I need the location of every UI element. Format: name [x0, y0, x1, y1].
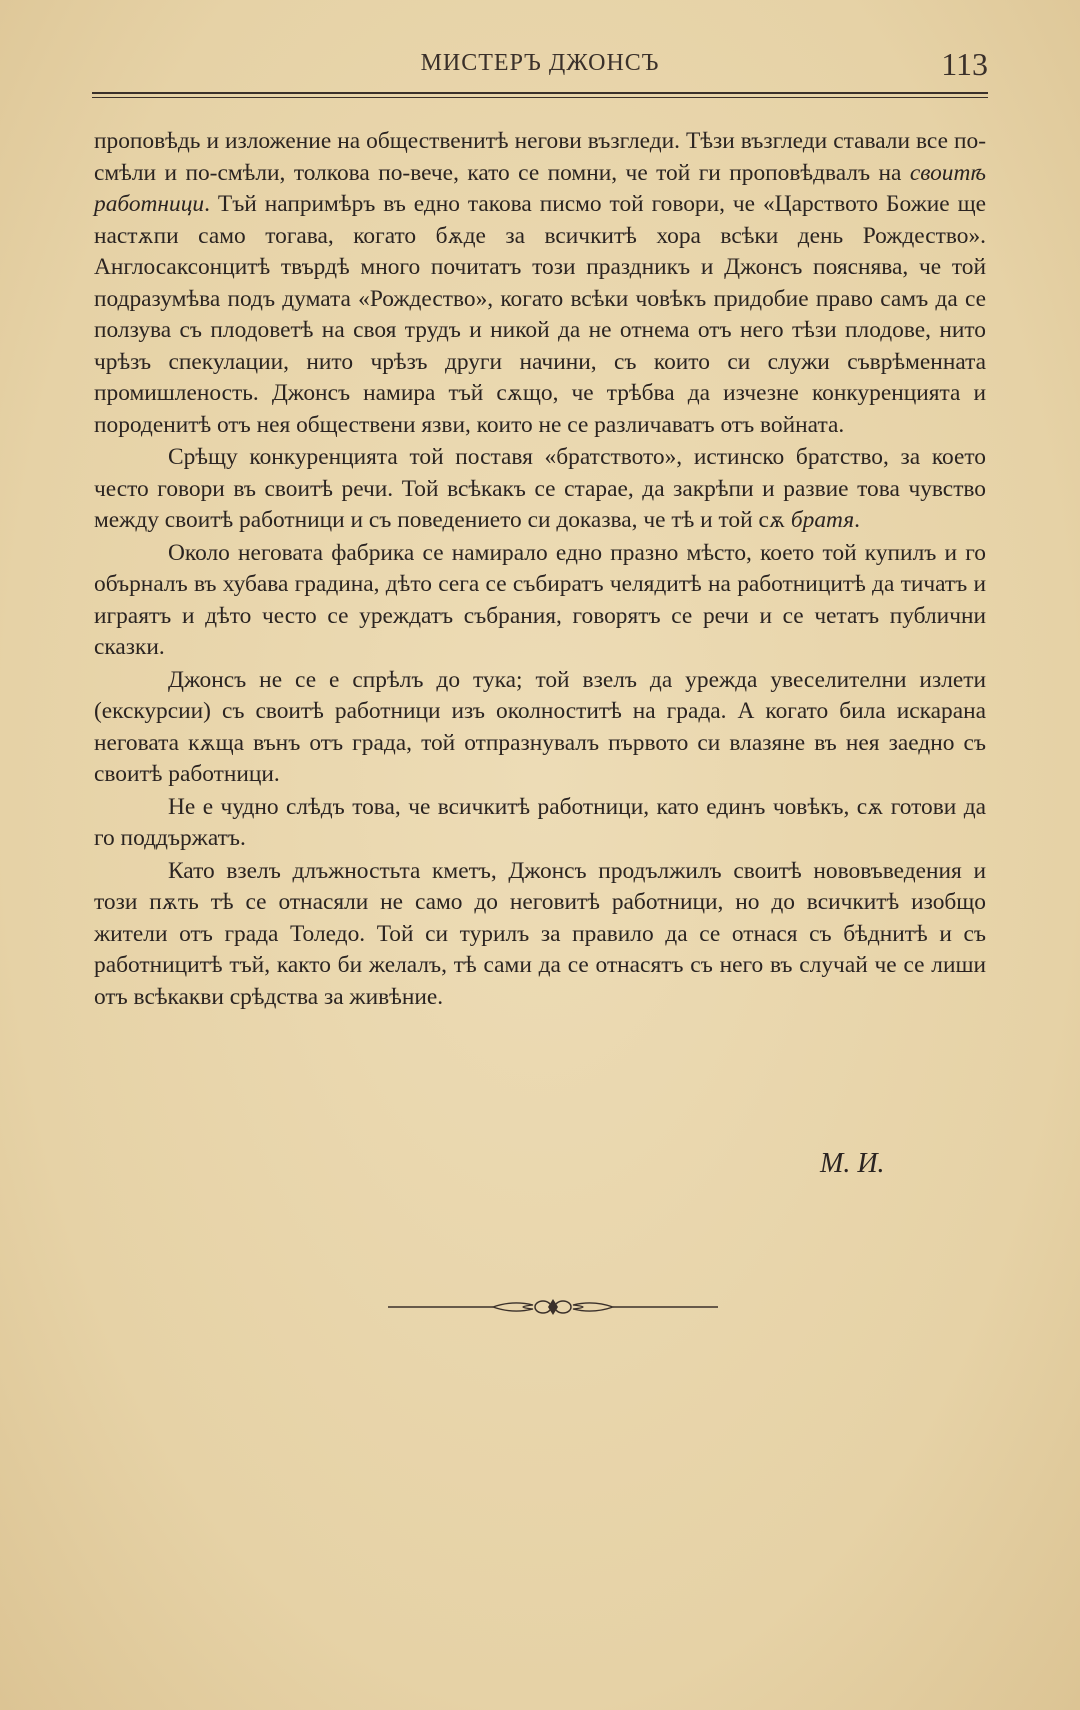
paragraph [94, 538, 986, 664]
page-number: 113 [941, 46, 988, 82]
italic-text: своитѣ работници [94, 159, 986, 217]
page-header [92, 46, 988, 86]
text-run: Като взелъ длъжностьта кметъ, Джонсъ продължилъ своитѣ нововъведения и този пѫть тѣ се отнасяли не само до неговитѣ работници, но до всичкитѣ изобщо жители отъ града Толедо. Той си турилъ за правило да се отнася съ бѣднитѣ и съ работницитѣ тъй, както би желалъ, тѣ сами да се отнасятъ съ него въ случай че се лиши отъ всѣкакви срѣдства за живѣние. [94, 857, 986, 1010]
text-run: . [854, 507, 860, 533]
paragraph [94, 856, 986, 1014]
running-title: МИСТЕРЪ ДЖОНСЪ [420, 50, 660, 76]
text-run: проповѣдь и изложение на общественитѣ негови възгледи. Тѣзи възгледи ставали все по-смѣли и по-смѣли, толкова по-вече, като се помни, че той ги проповѣдвалъ на [94, 128, 986, 186]
paragraph [94, 665, 986, 791]
paragraph [94, 792, 986, 855]
paragraph [94, 126, 986, 441]
text-run: Срѣщу конкуренцията той поставя «братството», истинско братство, за което често говори въ своитѣ речи. Той всѣкакъ се старае, да закрѣпи и развие това чувство между своитѣ работници и съ поведението си доказва, че тѣ и той сѫ [94, 444, 986, 533]
header-rule [92, 92, 988, 98]
text-run: . Тъй напримѣръ въ едно такова писмо той говори, че «Царството Божие ще настѫпи само тогава, когато бѫде за всичкитѣ хора всѣки день Рождество». Англосаксонцитѣ твърдѣ много почитатъ този праздникъ и Джонсъ пояснява, че той подразумѣва подъ думата «Рождество», когато всѣки човѣкъ придобие право самъ да се ползува съ плодоветѣ на своя трудъ и никой да не отнема отъ него тѣзи плодове, нито чрѣзъ спекулации, нито чрѣзъ други начини, съ които си служи съврѣменната промишленость. Джонсъ намира тъй сѫщо, че трѣбва да изчезне конкуренцията и породенитѣ отъ нея обществени язви, които не се различаватъ отъ войната. [94, 191, 986, 438]
ornament-divider-icon [388, 1294, 718, 1320]
body-text [94, 126, 986, 1013]
text-run: Около неговата фабрика се намирало едно празно мѣсто, което той купилъ и го обърналъ въ хубава градина, дѣто сега се събиратъ челядитѣ на работницитѣ да тичатъ и играятъ и дѣто често се уреждатъ събрания, говорятъ се речи и се четатъ публични сказки. [94, 539, 986, 660]
author-signature: М. И. [820, 1148, 885, 1179]
paragraph [94, 442, 986, 537]
italic-text: братя [790, 507, 855, 533]
text-run: Джонсъ не се е спрѣлъ до тука; той взелъ да урежда увеселителни излети (екскурсии) съ своитѣ работници изъ околноститѣ на града. А когато била искарана неговата кѫща вънъ отъ града, той отпразнувалъ първото си влазяне въ нея заедно съ своитѣ работници. [94, 666, 986, 787]
text-run: Не е чудно слѣдъ това, че всичкитѣ работници, като единъ човѣкъ, сѫ готови да го поддържатъ. [94, 793, 986, 851]
